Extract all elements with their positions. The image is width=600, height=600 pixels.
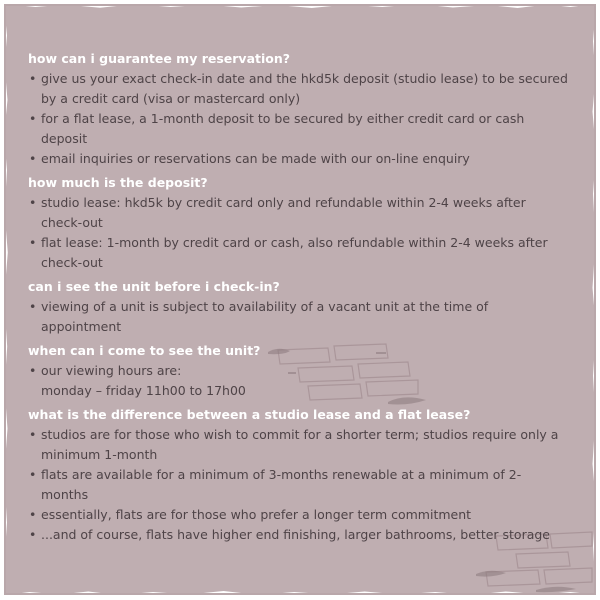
faq-answer-list — [28, 361, 568, 401]
faq-panel — [6, 6, 594, 593]
faq-answer-list — [28, 297, 568, 337]
faq-answer-text: flats are available for a minimum of 3-months renewable at a minimum of 2-months — [41, 467, 522, 502]
faq-section — [28, 405, 568, 545]
torn-edge-left — [6, 6, 10, 593]
bullet-icon: • — [29, 299, 37, 314]
bullet-icon: • — [29, 195, 37, 210]
faq-answer-text: ...and of course, flats have higher end finishing, larger bathrooms, better storage — [41, 527, 551, 542]
bullet-icon: • — [29, 467, 37, 482]
faq-section — [28, 49, 568, 169]
faq-answer-text: studio lease: hkd5k by credit card only and refundable within 2-4 weeks after check-out — [41, 195, 526, 230]
faq-answer-list — [28, 193, 568, 273]
faq-content — [28, 49, 568, 549]
faq-answer-text: essentially, flats are for those who prefer a longer term commitment — [41, 507, 472, 522]
bullet-icon: • — [29, 151, 37, 166]
faq-section — [28, 173, 568, 273]
bullet-icon: • — [29, 427, 37, 442]
faq-answer-item — [28, 297, 568, 337]
faq-answer-item — [28, 109, 568, 149]
faq-answer-list — [28, 69, 568, 169]
faq-answer-item — [28, 465, 568, 505]
faq-question: can i see the unit before i check-in? — [28, 279, 280, 294]
faq-question: how much is the deposit? — [28, 175, 208, 190]
faq-answer-text: flat lease: 1-month by credit card or cash, also refundable within 2-4 weeks after check-out — [41, 235, 548, 270]
faq-answer-item — [28, 149, 568, 169]
faq-answer-text: viewing of a unit is subject to availability of a vacant unit at the time of appointment — [41, 299, 489, 334]
bullet-icon: • — [29, 527, 37, 542]
faq-question: when can i come to see the unit? — [28, 343, 261, 358]
torn-edge-bottom — [6, 589, 594, 593]
faq-answer-text: our viewing hours are: monday – friday 11h00 to 17h00 — [41, 363, 246, 398]
faq-answer-item — [28, 233, 568, 273]
torn-edge-top — [6, 6, 594, 10]
torn-edge-right — [590, 6, 594, 593]
bullet-icon: • — [29, 235, 37, 250]
faq-answer-item — [28, 505, 568, 525]
faq-section — [28, 277, 568, 337]
faq-answer-item — [28, 361, 568, 401]
faq-answer-item — [28, 69, 568, 109]
faq-section — [28, 341, 568, 401]
bullet-icon: • — [29, 111, 37, 126]
bullet-icon: • — [29, 363, 37, 378]
faq-answer-item — [28, 193, 568, 233]
faq-answer-text: for a flat lease, a 1-month deposit to be secured by either credit card or cash deposit — [41, 111, 525, 146]
faq-answer-item — [28, 525, 568, 545]
faq-answer-text: studios are for those who wish to commit for a shorter term; studios require only a minimum 1-month — [41, 427, 559, 462]
faq-answer-list — [28, 425, 568, 545]
faq-answer-text: email inquiries or reservations can be made with our on-line enquiry — [41, 151, 470, 166]
faq-answer-text: give us your exact check-in date and the hkd5k deposit (studio lease) to be secured by a credit card (visa or mastercard only) — [41, 71, 568, 106]
bullet-icon: • — [29, 507, 37, 522]
faq-answer-item — [28, 425, 568, 465]
faq-question: how can i guarantee my reservation? — [28, 51, 291, 66]
bullet-icon: • — [29, 71, 37, 86]
faq-question: what is the difference between a studio lease and a flat lease? — [28, 407, 471, 422]
